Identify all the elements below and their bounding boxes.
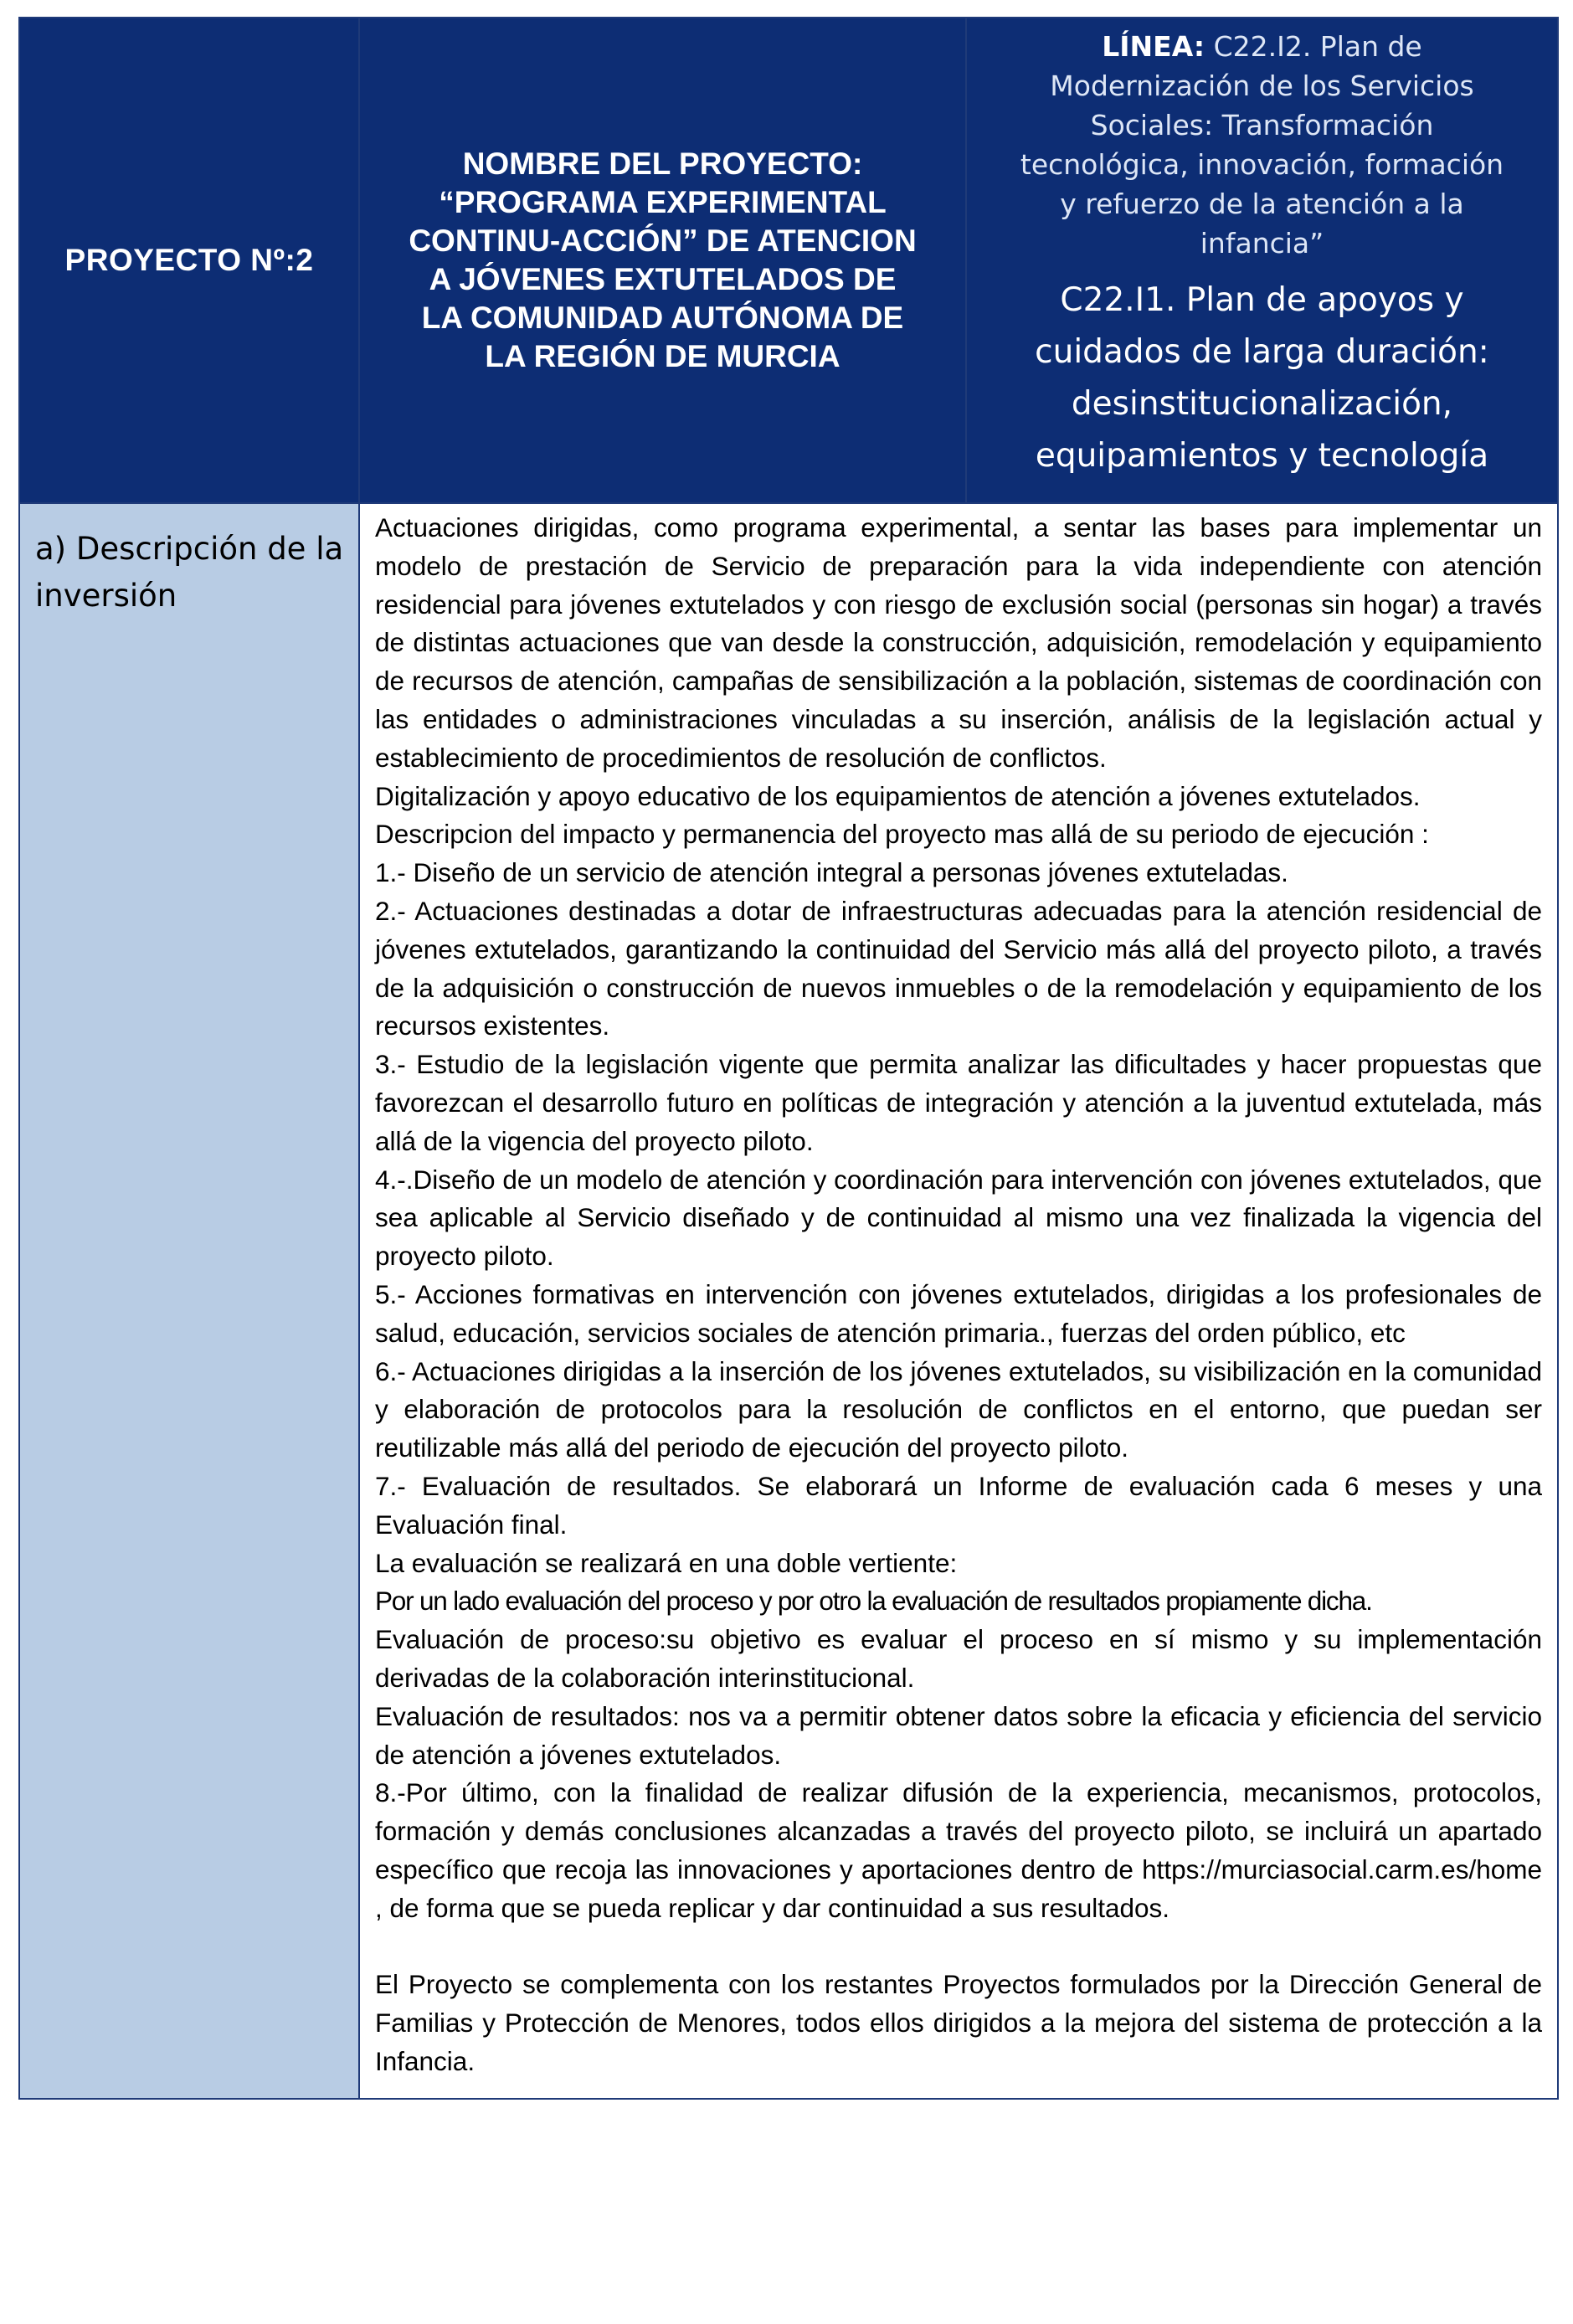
project-name-line: CONTINU-ACCIÓN” DE ATENCION [409,224,917,258]
project-name-line: LA COMUNIDAD AUTÓNOMA DE [421,301,904,335]
paragraph: Evaluación de proceso:su objetivo es evaluar el proceso en sí mismo y su implementación derivadas de la colaboración interinstitucional. [375,1624,1542,1693]
section-label: a) Descripción de la inversión [19,503,359,2099]
c22-line: equipamientos y tecnología [1035,437,1489,475]
description-row [19,503,1558,2099]
paragraph: La evaluación se realizará en una doble vertiente: [375,1547,958,1578]
linea-line [977,27,1547,66]
linea-cell [966,18,1558,503]
linea-line: y refuerzo de la atención a la [1060,188,1464,220]
project-table [18,17,1559,2100]
paragraph: Descripcion del impacto y permanencia del proyecto mas allá de su periodo de ejecución : [375,819,1429,850]
paragraph: 4.-.Diseño de un modelo de atención y coordinación para intervención con jóvenes extutelados, que sea aplicable al Servicio diseñado y de continuidad al mismo una vez finalizada la vigencia del proyecto piloto. [375,1164,1542,1272]
linea-line: Sociales: Transformación [1090,109,1434,141]
paragraph: 6.- Actuaciones dirigidas a la inserción de los jóvenes extutelados, su visibilización en la comunidad y elaboración de protocolos para la resolución de conflictos en el entorno, que puedan ser reutilizable más allá del periodo de ejecución del proyecto piloto. [375,1355,1542,1463]
paragraph-spacer [375,1927,1542,1966]
c22-line: cuidados de larga duración: [1035,333,1489,371]
linea-label: LÍNEA: [1102,30,1205,63]
project-name-line: LA REGIÓN DE MURCIA [485,339,840,373]
c22-i1-text [977,275,1547,482]
paragraph: 3.- Estudio de la legislación vigente que permita analizar las dificultades y hacer propuestas que favorezcan el desarrollo futuro en políticas de integración y atención a la juventud extutelada, más allá de la vigencia del proyecto piloto. [375,1049,1542,1156]
paragraph: Actuaciones dirigidas, como programa experimental, a sentar las bases para implementar un modelo de prestación de Servicio de preparación para la vida independiente con atención residencial para jóvenes extutelados y con riesgo de exclusión social (personas sin hogar) a través de distintas actuaciones que van desde la construcción, adquisición, remodelación y equipamiento de recursos de atención, campañas de sensibilización a la población, sistemas de coordinación con las entidades o administraciones vinculadas a su inserción, análisis de la legislación actual y establecimiento de procedimientos de resolución de conflictos. [375,512,1542,773]
linea-text [977,27,1547,263]
paragraph: Por un lado evaluación del proceso y por otro la evaluación de resultados propiamente dicha. [375,1586,1372,1617]
project-name-line: “PROGRAMA EXPERIMENTAL [439,185,887,219]
project-name-line: A JÓVENES EXTUTELADOS DE [429,262,897,296]
paragraph: El Proyecto se complementa con los restantes Proyectos formulados por la Dirección General de Familias y Protección de Menores, todos ellos dirigidos a la mejora del sistema de protección a la Infancia. [375,1969,1542,2076]
paragraph: 7.- Evaluación de resultados. Se elaborará un Informe de evaluación cada 6 meses y una Evaluación final. [375,1470,1542,1540]
project-number: PROYECTO Nº:2 [19,18,359,503]
linea-first: C22.I2. Plan de [1213,30,1422,63]
header-row [19,18,1558,503]
c22-line: desinstitucionalización, [1071,385,1453,423]
project-name [359,18,966,503]
description-body [359,503,1558,2099]
linea-line: infancia” [1200,227,1324,260]
linea-line: Modernización de los Servicios [1050,69,1474,102]
paragraph: Digitalización y apoyo educativo de los equipamientos de atención a jóvenes extutelados. [375,780,1421,811]
paragraph: 8.-Por último, con la finalidad de realizar difusión de la experiencia, mecanismos, protocolos, formación y demás conclusiones alcanzadas a través del proyecto piloto, se incluirá un apartado específico que recoja las innovaciones y aportaciones dentro de https://murciasocial.carm.es/home , de forma que se pueda replicar y dar continuidad a sus resultados. [375,1777,1542,1923]
project-name-line: NOMBRE DEL PROYECTO: [462,147,863,181]
paragraph: 1.- Diseño de un servicio de atención integral a personas jóvenes extuteladas. [375,857,1288,888]
paragraph: 5.- Acciones formativas en intervención con jóvenes extutelados, dirigidas a los profesionales de salud, educación, servicios sociales de atención primaria., fuerzas del orden público, etc [375,1278,1542,1348]
paragraph: 2.- Actuaciones destinadas a dotar de infraestructuras adecuadas para la atención residencial de jóvenes extutelados, garantizando la continuidad del Servicio más allá del proyecto piloto, a través de la adquisición o construcción de nuevos inmuebles o de la remodelación y equipamiento de los recursos existentes. [375,895,1542,1041]
paragraph: Evaluación de resultados: nos va a permitir obtener datos sobre la eficacia y eficiencia del servicio de atención a jóvenes extutelados. [375,1700,1542,1770]
c22-line: C22.I1. Plan de apoyos y [1060,281,1464,319]
linea-line: tecnológica, innovación, formación [1020,148,1504,181]
